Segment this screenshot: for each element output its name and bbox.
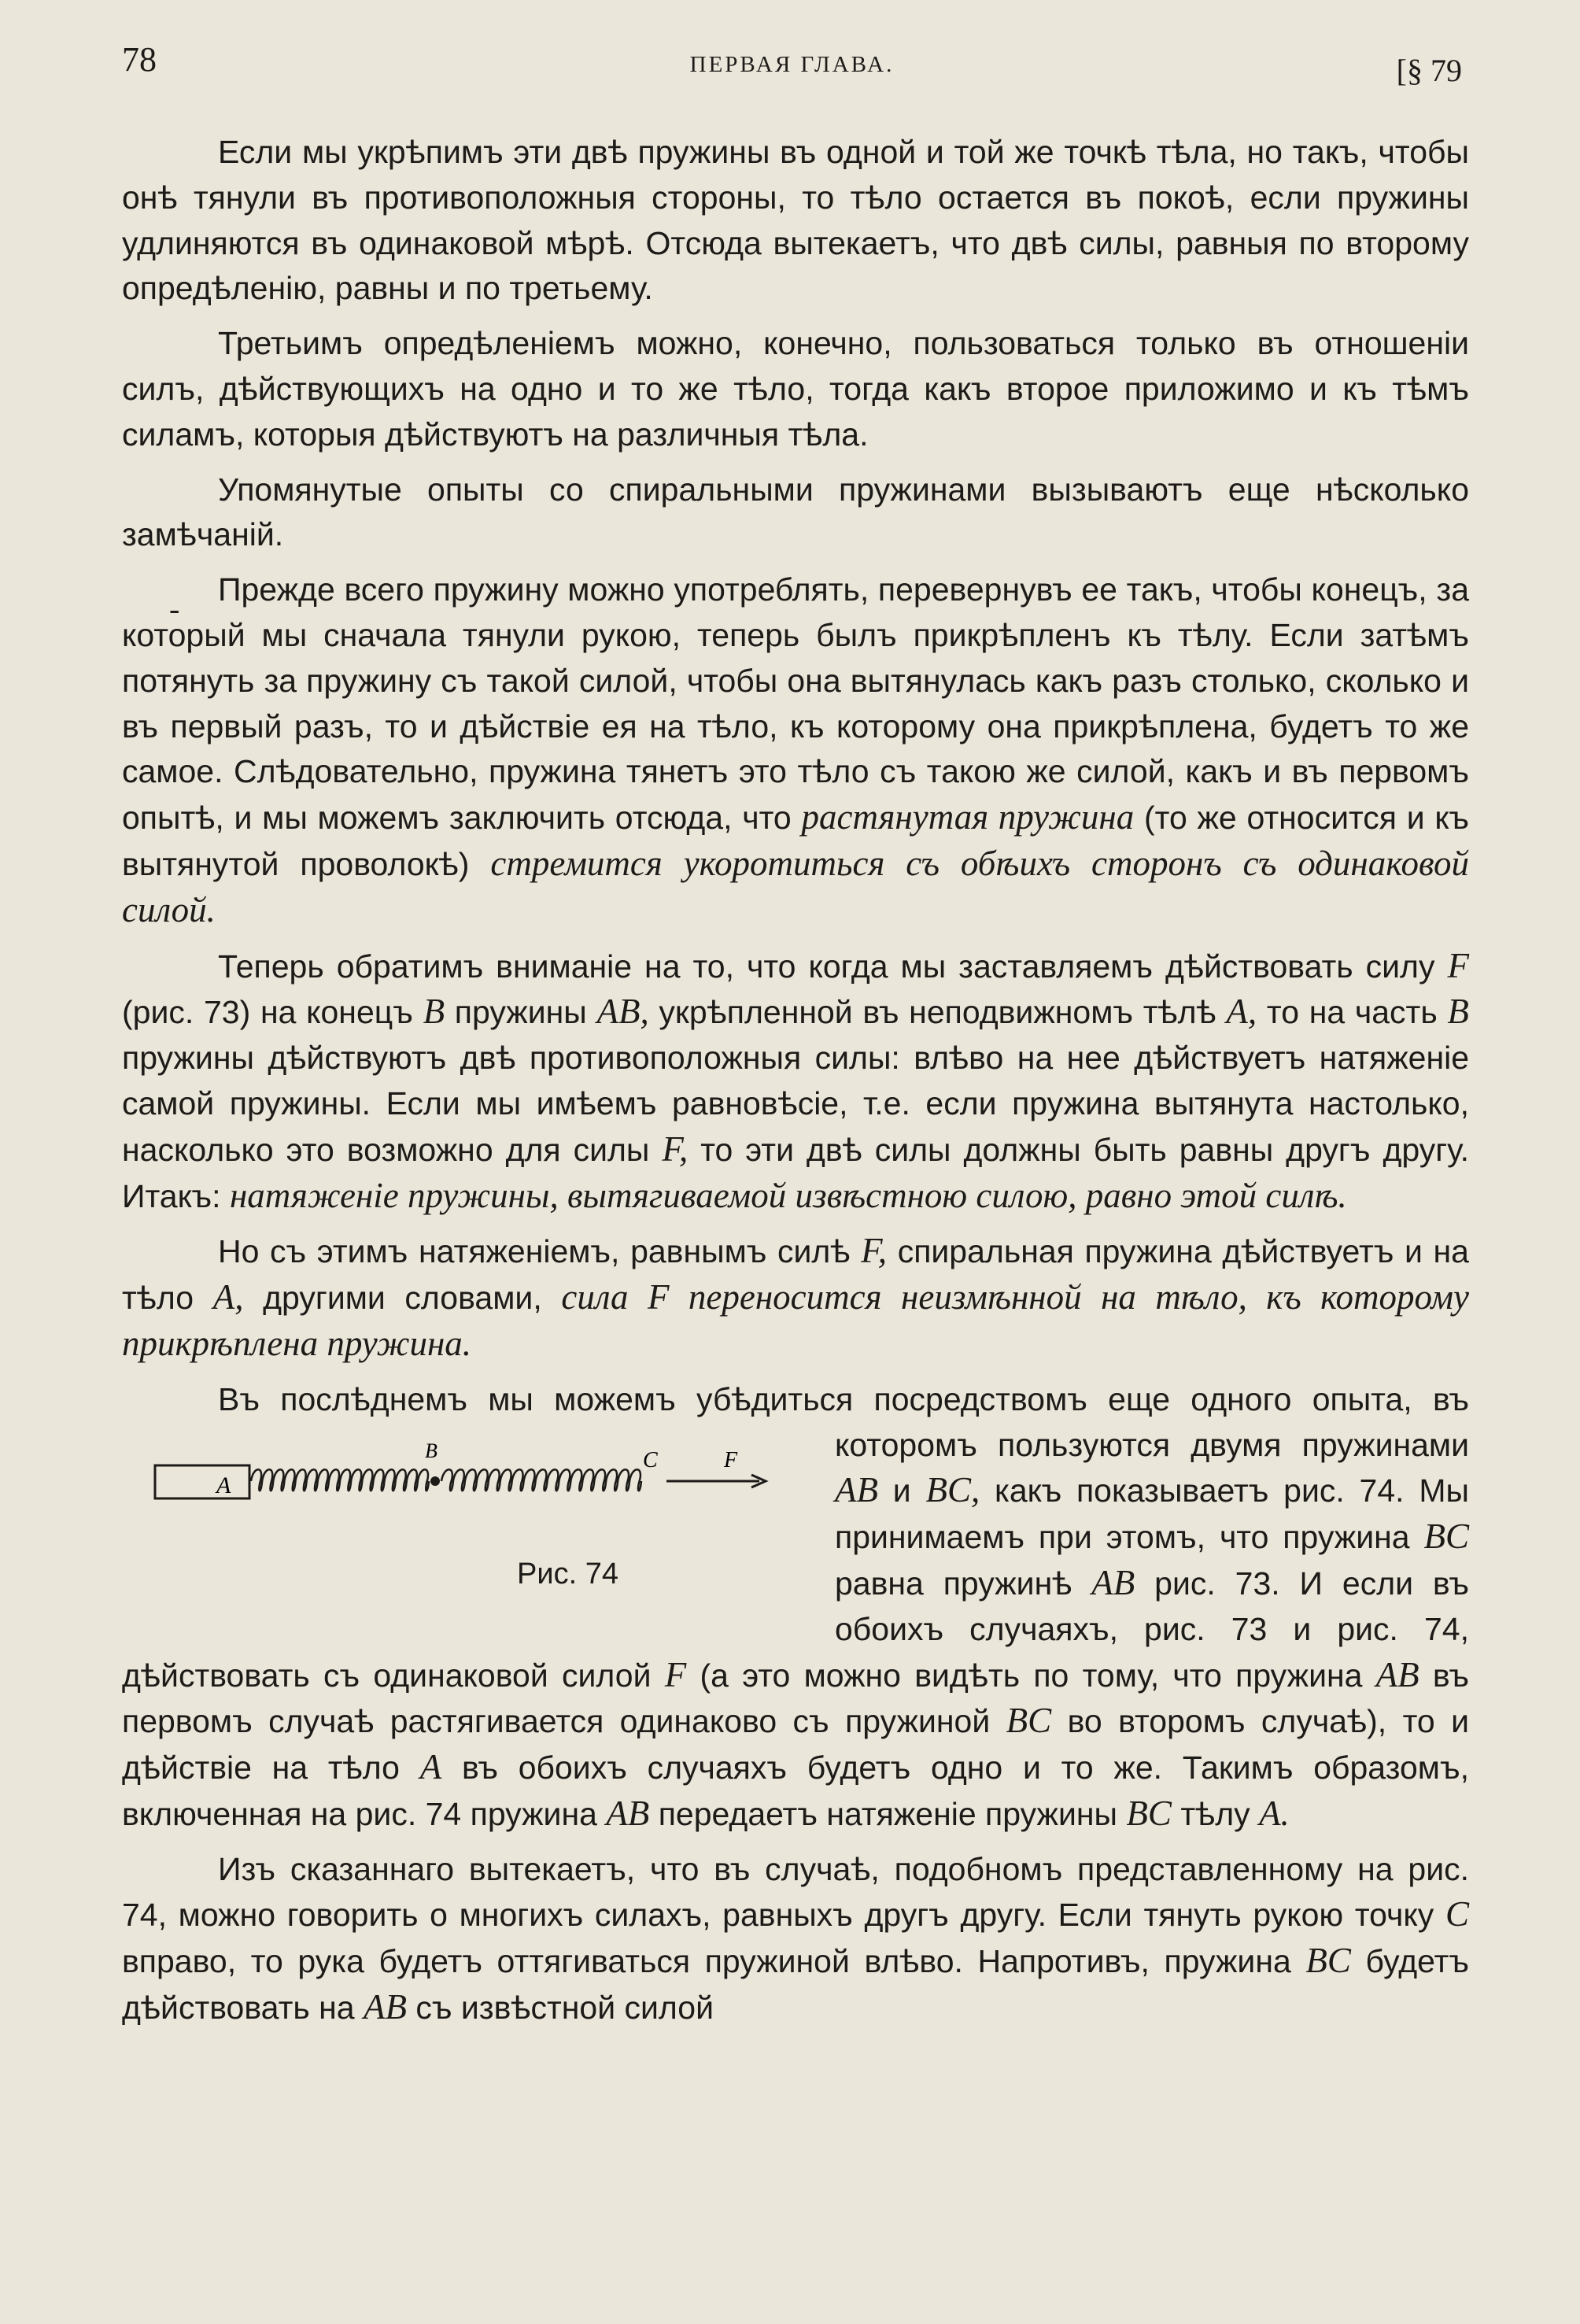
section-number: [§ 79 <box>1396 53 1462 88</box>
figure-74 <box>122 1426 807 1607</box>
running-head: ПЕРВАЯ ГЛАВА. <box>689 52 895 77</box>
label-b: B <box>425 1439 437 1462</box>
paragraph-1: Если мы укрѣпимъ эти двѣ пружины въ одной и той же точкѣ тѣла, но такъ, чтобы онѣ тянули въ противоположныя стороны, то тѣло остается въ покоѣ, если пружины удлиняются въ одинаковой мѣрѣ. Отсюда вытекаетъ, что двѣ силы, равныя по второму опредѣленію, равны и по третьему. <box>122 134 1469 307</box>
figure-caption: Рис. 74 <box>517 1557 618 1591</box>
point-b <box>430 1476 440 1486</box>
paragraph-7: Въ послѣднемъ мы можемъ убѣдиться посредствомъ еще одного опыта, въ которомъ пользуются двумя пружинами A B C F Рис. 74 AB и BC, какъ показываетъ рис. 74. Мы принимаемъ при этомъ, что пружина BC равна пружинѣ AB рис. 73. И если въ обоихъ случаяхъ, рис. 73 и рис. 74, дѣйствовать съ одинаковой силой F (а это можно видѣть по тому, что пружина AB въ первомъ случаѣ растягивается одинаково съ пружиной BC во второмъ случаѣ), то и дѣйствіе на тѣло A въ обоихъ случаяхъ будетъ одно и то же. Такимъ образомъ, включенная на рис. 74 пружина AB передаетъ натяженіе пружины BC тѣлу A. <box>122 1380 1469 1833</box>
label-f: F <box>724 1447 738 1472</box>
paragraph-5: Теперь обратимъ вниманіе на то, что когда мы заставляемъ дѣйствовать силу F (рис. 73) на конецъ B пружины AB, укрѣпленной въ неподвижномъ тѣлѣ A, то на часть B пружины дѣйствуютъ двѣ противоположныя силы: влѣво на нее дѣйствуетъ натяженіе самой пружины. Если мы имѣемъ равновѣсіе, т.е. если пружина вытянута настолько, насколько это возможно для силы F, то эти двѣ силы должны быть равны другъ другу. Итакъ: натяженіе пружины, вытягиваемой извѣстною силою, равно этой силѣ. <box>122 945 1469 1215</box>
label-a: A <box>216 1472 231 1498</box>
paragraph-8: Изъ сказаннаго вытекаетъ, что въ случаѣ, подобномъ представленному на рис. 74, можно говорить о многихъ силахъ, равныхъ другъ другу. Если тянуть рукою точку C вправо, то рука будетъ оттягиваться пружиной влѣво. Напротивъ, пружина BC будетъ дѣйствовать на AB съ извѣстной силой <box>122 1850 1469 2027</box>
spring-ab <box>251 1469 429 1491</box>
body-block <box>155 1465 249 1498</box>
paragraph-3: Упомянутые опыты со спиральными пружинами вызываютъ еще нѣсколько замѣчаній. <box>122 471 1469 553</box>
label-c: C <box>643 1447 658 1472</box>
spring-diagram <box>153 1426 791 1536</box>
spring-bc <box>441 1469 641 1491</box>
paragraph-2: Третьимъ опредѣленіемъ можно, конечно, пользоваться только въ отношеніи силъ, дѣйствующихъ на одно и то же тѣло, тогда какъ второе приложимо и къ тѣмъ силамъ, которыя дѣйствуютъ на различныя тѣла. <box>122 325 1469 453</box>
page-header <box>122 39 1462 102</box>
page-number: 78 <box>122 40 157 79</box>
margin-mark: - <box>169 591 180 626</box>
body-text <box>122 130 1469 2041</box>
paragraph-4: Прежде всего пружину можно употреблять, перевернувъ ее такъ, чтобы конецъ, за который мы сначала тянули рукою, теперь былъ прикрѣпленъ къ тѣлу. Если затѣмъ потянуть за пружину съ такой силой, чтобы она вытянулась какъ разъ столько, сколько и въ первый разъ, то и дѣйствіе ея на тѣло, къ которому она прикрѣплена, будетъ то же самое. Слѣдовательно, пружина тянетъ это тѣло съ такою же силой, какъ и въ первомъ опытѣ, и мы можемъ заключить отсюда, что растянутая пружина (то же относится и къ вытянутой проволокѣ) стремится укоротиться съ обѣихъ сторонъ съ одинаковой силой. <box>122 571 1469 929</box>
paragraph-6: Но съ этимъ натяженіемъ, равнымъ силѣ F, спиральная пружина дѣйствуетъ и на тѣло A, другими словами, сила F переносится неизмѣнной на тѣло, къ которому прикрѣплена пружина. <box>122 1231 1469 1363</box>
